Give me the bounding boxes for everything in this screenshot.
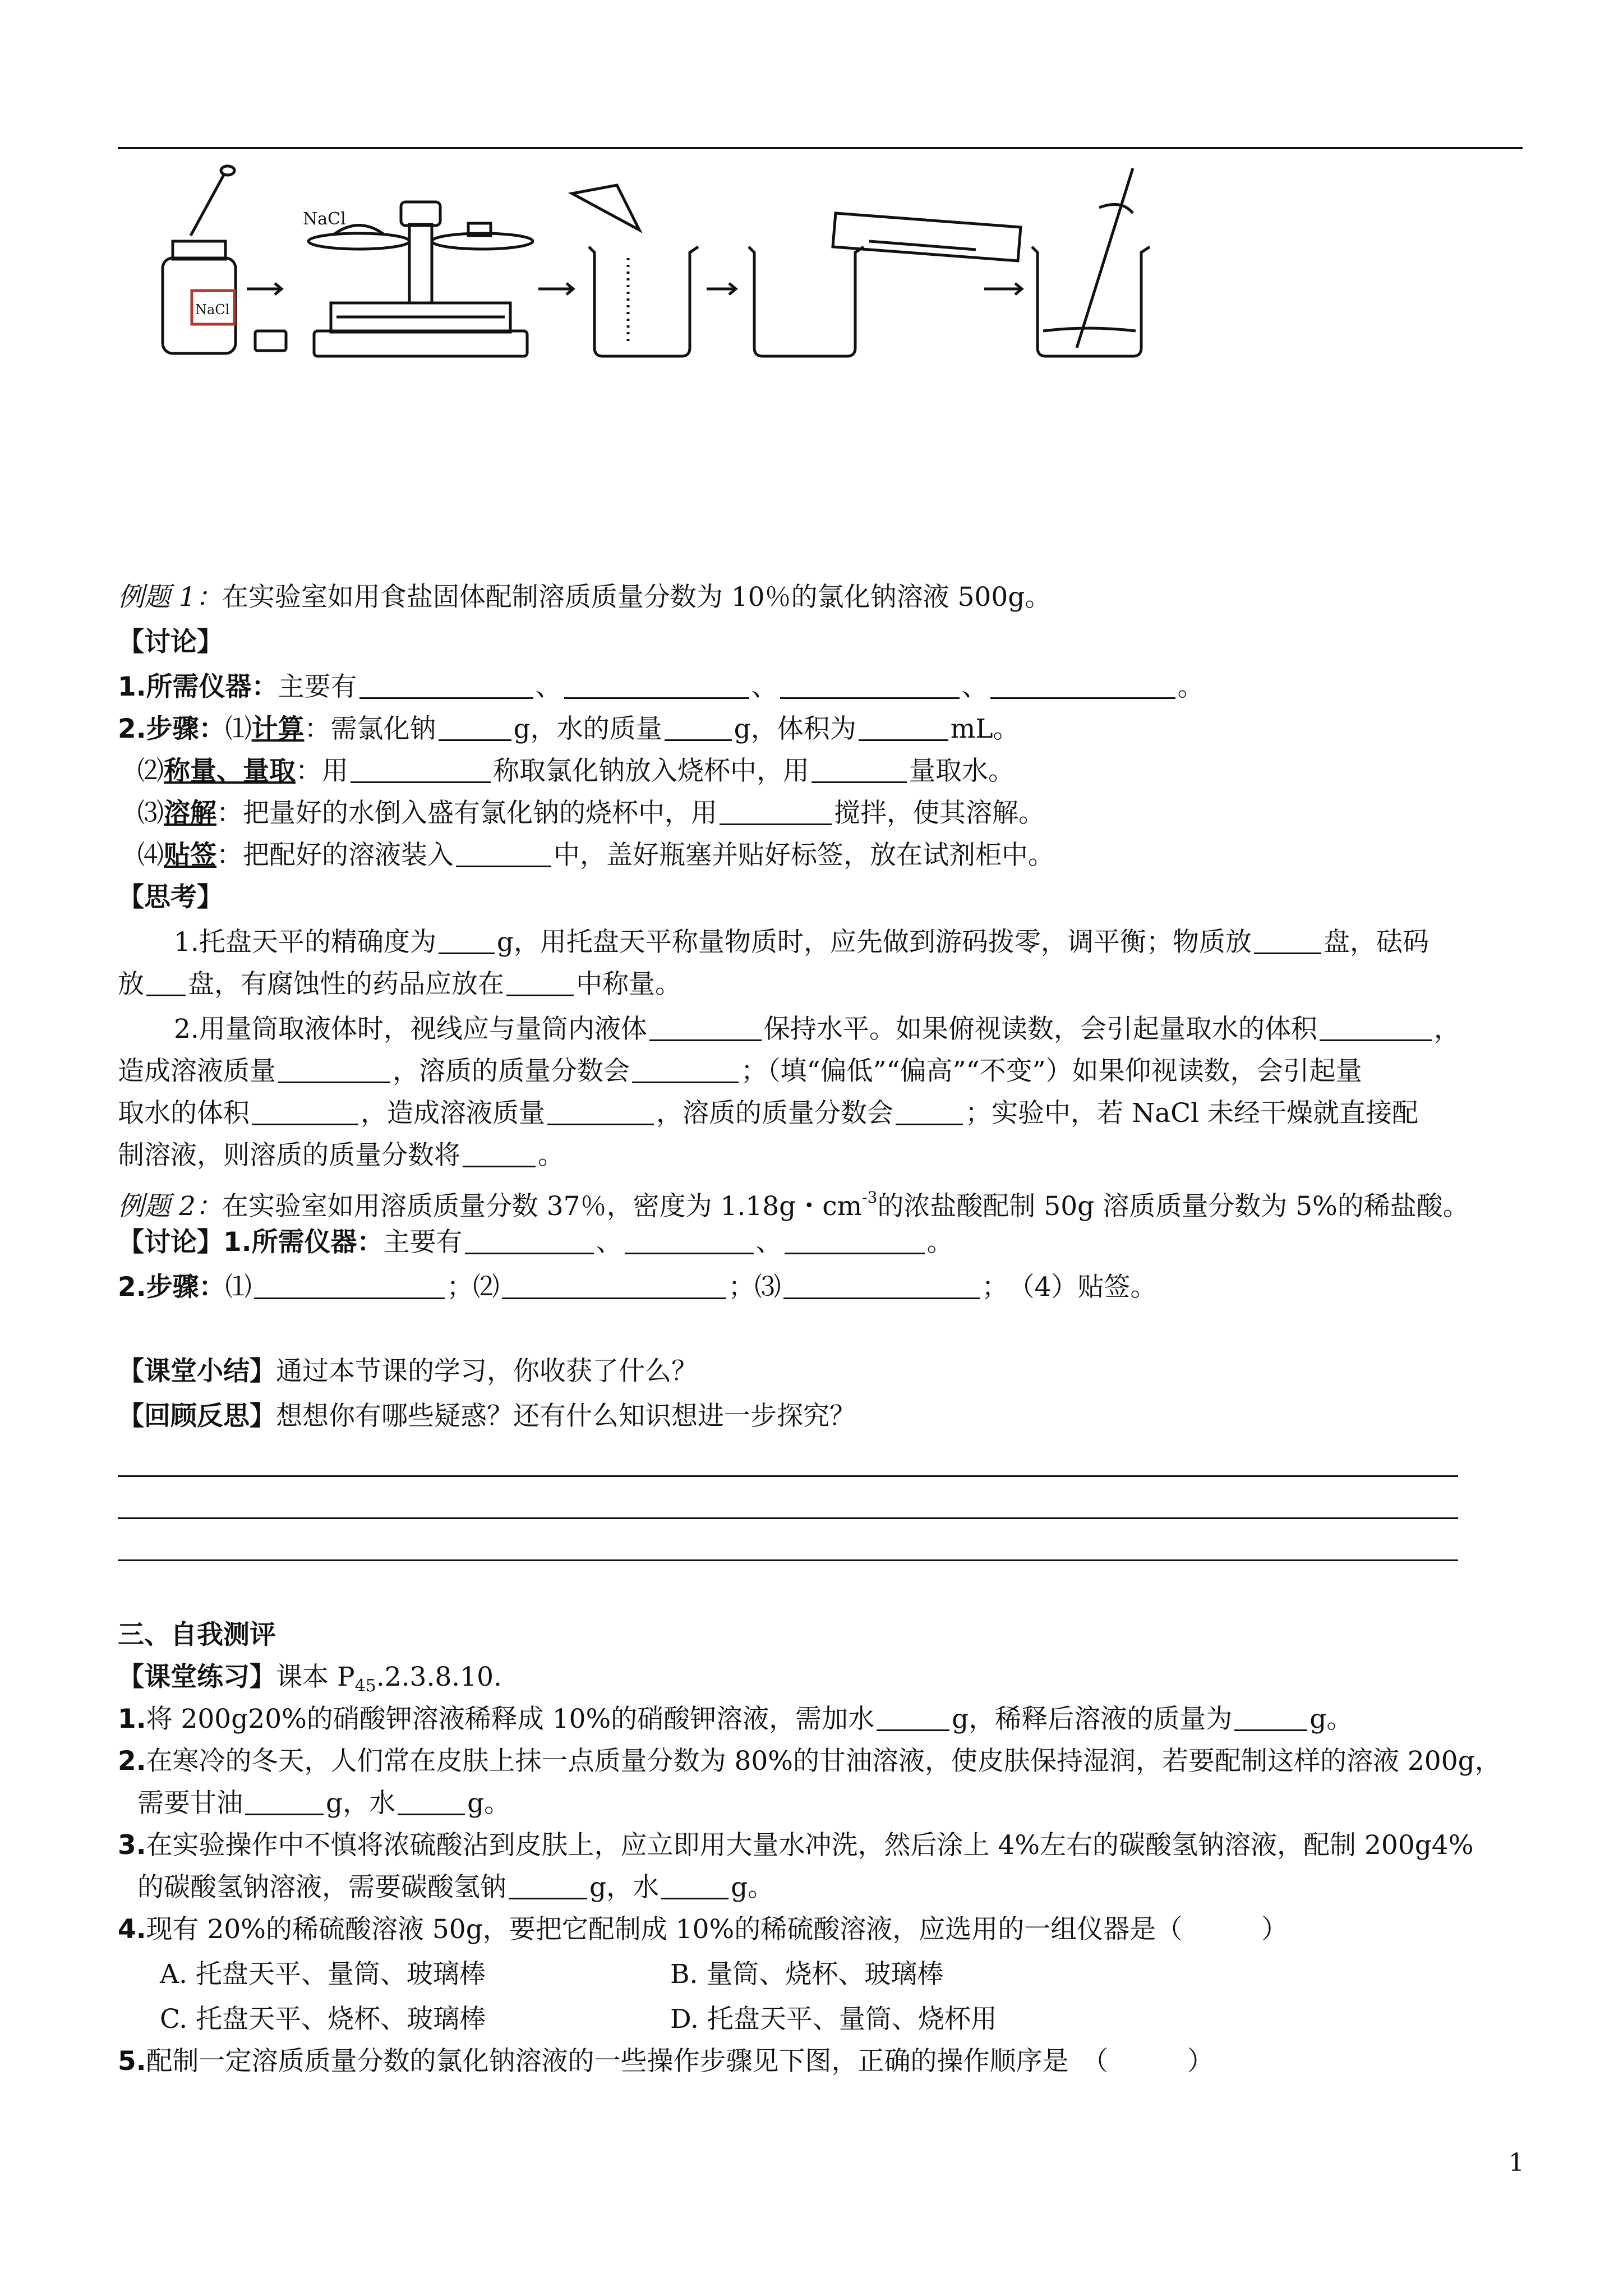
practice-1: 1.将 200g20%的硝酸钾溶液稀释成 10%的硝酸钾溶液，需加水 g，稀释后溶液的质量为 g。 — [118, 1700, 1353, 1739]
question-2-step-4: ⑷贴签：把配好的溶液装入 中，盖好瓶塞并贴好标签，放在试剂柜中。 — [137, 836, 1054, 875]
think-2-line-4: 制溶液，则溶质的质量分数将 。 — [118, 1136, 564, 1175]
answer-line[interactable] — [118, 1559, 1458, 1561]
answer-blank[interactable] — [720, 795, 832, 825]
practice-4-options-row-1 — [160, 1955, 1394, 1994]
think-2-line-1: 2.用量筒取液体时，视线应与量筒内液体 保持水平。如果俯视读数，会引起量取水的体积 ， — [174, 1010, 1460, 1049]
think-1-line-1: 1.托盘天平的精确度为 g，用托盘天平称量物质时，应先做到游码拨零，调平衡；物质放 盘，砝码 — [174, 923, 1429, 962]
answer-blank[interactable] — [990, 669, 1175, 699]
discuss-heading: 【讨论】 — [118, 627, 223, 657]
example-1-label: 例题 1： — [118, 582, 222, 613]
answer-blank[interactable] — [439, 924, 495, 954]
practice-2-line-1: 2.在寒冷的冬天，人们常在皮肤上抹一点质量分数为 80%的甘油溶液，使皮肤保持湿润，若要配制这样的溶液 200g， — [118, 1746, 1501, 1777]
answer-blank[interactable] — [896, 1096, 963, 1125]
answer-blank[interactable] — [649, 1011, 762, 1041]
lab-procedure-figure — [146, 163, 1172, 365]
answer-blank[interactable] — [351, 753, 491, 783]
answer-blank[interactable] — [252, 1096, 358, 1125]
class-practice: 【课堂练习】课本 $P_{45}.2.3.8.10$. — [118, 1662, 502, 1696]
answer-blank[interactable] — [785, 1225, 925, 1254]
question-2-step-1: 2.步骤：⑴计算：需氯化钠 g，水的质量 g，体积为 mL。 — [118, 710, 1020, 749]
answer-blank[interactable] — [859, 711, 948, 741]
answer-blank[interactable] — [463, 1138, 536, 1167]
practice-3-line-1: 3.在实验操作中不慎将浓硫酸沾到皮肤上，应立即用大量水冲洗，然后涂上 4%左右的碳酸氢钠溶液，配制 200g4% — [118, 1830, 1474, 1861]
top-rule — [118, 147, 1523, 149]
answer-blank[interactable] — [547, 1096, 654, 1125]
answer-blank[interactable] — [146, 967, 186, 996]
answer-line[interactable] — [118, 1517, 1458, 1519]
practice-3-line-2: 的碳酸氢钠溶液，需要碳酸氢钠 g，水 g。 — [137, 1868, 774, 1907]
bottle-nacl-label: NaCl — [195, 302, 230, 318]
question-2-step-3: ⑶溶解：把量好的水倒入盛有氯化钠的烧杯中，用 搅拌，使其溶解。 — [137, 794, 1045, 833]
answer-blank[interactable] — [1320, 1011, 1432, 1041]
answer-blank[interactable] — [877, 1701, 949, 1731]
beaker-with-paper-icon — [572, 185, 698, 356]
practice-4-options-row-2 — [160, 2000, 1394, 2039]
answer-blank[interactable] — [661, 1870, 728, 1899]
section-3-heading: 三、自我测评 — [118, 1619, 276, 1650]
practice-5: 5.配制一定溶质质量分数的氯化钠溶液的一些操作步骤见下图，正确的操作顺序是 （ ） — [118, 2046, 1214, 2077]
answer-blank[interactable] — [465, 1225, 594, 1254]
example-1 — [118, 578, 1051, 617]
answer-blank[interactable] — [1254, 924, 1321, 954]
example-1-text: 在实验室如用食盐固体配制溶质质量分数为 10％的氯化钠溶液 500g。 — [222, 582, 1052, 613]
practice-2-line-2: 需要甘油 g，水 g。 — [137, 1784, 510, 1823]
answer-blank[interactable] — [502, 1269, 726, 1299]
think-2-line-3: 取水的体积 ，造成溶液质量 ，溶质的质量分数会 ；实验中，若 NaCl 未经干燥就直接配 — [118, 1094, 1418, 1133]
think-heading: 【思考】 — [118, 882, 223, 913]
beaker-with-glass-rod-icon — [1032, 168, 1150, 356]
class-summary: 【课堂小结】通过本节课的学习，你收获了什么？ — [118, 1356, 698, 1387]
review-reflection: 【回顾反思】想想你有哪些疑惑？还有什么知识想进一步探究？ — [118, 1401, 856, 1432]
balance-nacl-label: NaCl — [303, 209, 346, 229]
answer-blank[interactable] — [245, 1786, 324, 1815]
think-2-line-2: 造成溶液质量 ，溶质的质量分数会 ；（填“偏低”“偏高”“不变”）如果仰视读数，会引起量 — [118, 1052, 1362, 1091]
option-a[interactable]: A. 托盘天平、量筒、玻璃棒 — [160, 1959, 486, 1990]
answer-blank[interactable] — [398, 1786, 465, 1815]
answer-blank[interactable] — [632, 1053, 739, 1083]
answer-blank[interactable] — [811, 753, 907, 783]
think-1-line-2: 放 盘，有腐蚀性的药品应放在 中称量。 — [118, 965, 681, 1004]
answer-blank[interactable] — [359, 669, 533, 699]
option-b[interactable]: B. 量筒、烧杯、玻璃棒 — [670, 1959, 944, 1990]
answer-line[interactable] — [118, 1475, 1458, 1477]
option-c[interactable]: C. 托盘天平、烧杯、玻璃棒 — [160, 2004, 486, 2035]
answer-blank[interactable] — [564, 669, 749, 699]
answer-blank[interactable] — [1234, 1701, 1307, 1731]
answer-blank[interactable] — [439, 711, 511, 741]
answer-blank[interactable] — [780, 669, 960, 699]
answer-blank[interactable] — [783, 1269, 980, 1299]
example-2: 例题 2：在实验室如用溶质质量分数 37％，密度为 1.18g・$cm^{-3}$的浓盐酸配制 50g 溶质质量分数为 5%的稀盐酸。 — [118, 1188, 1469, 1222]
practice-4: 4.现有 20%的稀硫酸溶液 50g，要把它配制成 10%的稀硫酸溶液，应选用的一组仪器是（ ） — [118, 1914, 1288, 1945]
nacl-bottle-icon — [163, 166, 236, 353]
example-2-question-2: 2.步骤：⑴ ；⑵ ；⑶ ； （4）贴签。 — [118, 1268, 1156, 1307]
question-1: 1.所需仪器：主要有 、 、 、 。 — [118, 668, 1204, 707]
option-d[interactable]: D. 托盘天平、量筒、烧杯用 — [670, 2004, 997, 2035]
answer-blank[interactable] — [665, 711, 732, 741]
answer-blank[interactable] — [625, 1225, 754, 1254]
beaker-with-cylinder-icon — [749, 213, 1021, 356]
page-number: 1 — [1509, 2148, 1524, 2177]
answer-blank[interactable] — [278, 1053, 390, 1083]
answer-blank[interactable] — [456, 838, 551, 867]
answer-blank[interactable] — [506, 967, 574, 996]
answer-blank[interactable] — [254, 1269, 445, 1299]
question-2-step-2: ⑵称量、量取：用 称取氯化钠放入烧杯中，用 量取水。 — [137, 752, 1015, 791]
example-2-question-1: 【讨论】1.所需仪器：主要有 、 、 。 — [118, 1223, 953, 1262]
answer-blank[interactable] — [509, 1870, 587, 1899]
